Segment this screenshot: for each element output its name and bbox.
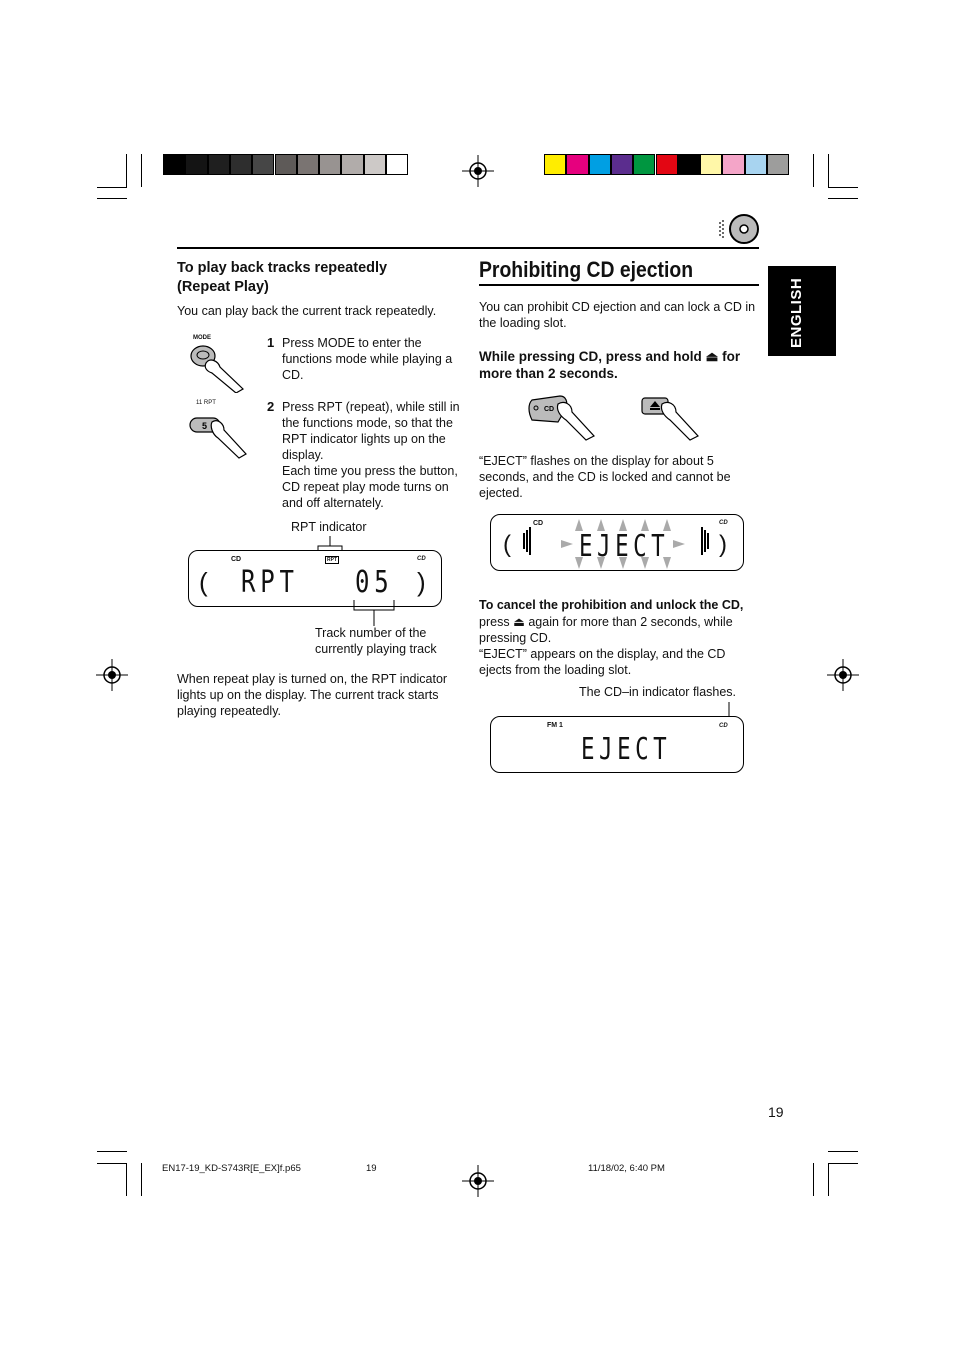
crop-mark: [813, 154, 814, 187]
registration-target-icon: [827, 659, 859, 691]
crop-mark: [97, 187, 127, 188]
crop-mark: [141, 154, 142, 187]
gray-swatch: [208, 154, 230, 175]
color-swatch: [700, 154, 722, 175]
gray-swatch: [275, 154, 297, 175]
color-swatch: [633, 154, 655, 175]
finger-press-cd-icon: [528, 392, 600, 442]
repeat-intro: You can play back the current track repeatedly.: [177, 304, 437, 318]
finger-press-eject-icon: [640, 392, 704, 442]
cd-in-indicator: CD: [719, 723, 728, 729]
footer-filename: EN17-19_KD-S743R[E_EX]f.p65: [162, 1163, 301, 1174]
finger-press-mode-icon: [188, 343, 248, 393]
language-tab: [768, 266, 836, 356]
finger-press-rpt-icon: [188, 410, 250, 460]
gray-swatch: [230, 154, 252, 175]
cancel-heading: To cancel the prohibition and unlock the CD,: [479, 598, 744, 612]
crop-mark: [828, 198, 858, 199]
lcd-left-arrow-icon: (: [503, 531, 511, 558]
lcd-main-text: RPT: [241, 565, 299, 600]
step-2-text: Press RPT (repeat), while still in the functions mode, so that the RPT indicator lights up on the display.: [282, 400, 460, 462]
source-indicator: CD: [231, 556, 242, 563]
cancel-text-part: again for more than 2 seconds, while pressing CD.: [479, 615, 733, 645]
callout-bracket: [350, 600, 400, 628]
cd-button-label: CD: [544, 406, 555, 413]
instruction-text: for more than 2 seconds.: [479, 349, 741, 381]
crop-mark: [828, 1163, 829, 1196]
crop-mark: [126, 1163, 127, 1196]
rpt-indicator: RPT: [327, 557, 337, 563]
lcd-track-number: 05: [355, 565, 394, 600]
eject-flash-text: “EJECT” flashes on the display for about 5 seconds, and the CD is locked and cannot be ejected.: [479, 454, 731, 500]
registration-target-icon: [462, 1165, 494, 1197]
repeat-outro: When repeat play is turned on, the RPT indicator lights up on the display. The current track starts playing repeatedly.: [177, 672, 448, 718]
lcd-display-eject-flash: [490, 514, 744, 571]
gray-swatch: [297, 154, 319, 175]
crop-mark: [141, 1163, 142, 1196]
title-underline: [479, 284, 759, 286]
level-meter-icon: [699, 523, 711, 559]
source-indicator: FM 1: [547, 722, 563, 729]
lcd-right-arrow-icon: ): [417, 567, 426, 597]
cancel-text-2: “EJECT” appears on the display, and the CD ejects from the loading slot.: [479, 647, 726, 677]
registration-target-icon: [462, 155, 494, 187]
cancel-text: [479, 614, 754, 646]
step-1-text: Press MODE to enter the functions mode while playing a CD.: [282, 336, 453, 382]
color-swatch: [745, 154, 767, 175]
lcd-main-text: EJECT: [579, 529, 670, 564]
cd-in-caption: The CD–in indicator flashes.: [579, 685, 737, 699]
gray-swatch: [364, 154, 386, 175]
crop-mark: [126, 154, 127, 187]
section-title-prohibit: Prohibiting CD ejection: [479, 257, 694, 282]
gray-swatch: [185, 154, 207, 175]
language-tab-label: ENGLISH: [788, 277, 805, 348]
color-swatch: [678, 154, 700, 175]
gray-swatch: [319, 154, 341, 175]
eject-icon: ⏏: [513, 615, 525, 629]
rpt-indicator-caption: RPT indicator: [291, 520, 367, 534]
instruction-text: While pressing CD, press and hold: [479, 349, 702, 364]
registration-target-icon: [96, 659, 128, 691]
crop-mark: [97, 1151, 127, 1152]
cd-disc-icon: [716, 213, 760, 245]
lcd-display-rpt: [188, 550, 442, 607]
section-title-line: (Repeat Play): [177, 279, 269, 295]
color-swatch: [656, 154, 678, 175]
color-swatch: [722, 154, 744, 175]
mode-button-label: MODE: [193, 335, 211, 341]
page-number: 19: [768, 1104, 784, 1120]
level-meter-icon: [521, 523, 533, 559]
top-rule: [177, 247, 759, 249]
lcd-left-arrow-icon: (: [199, 567, 208, 597]
step-2-note: Each time you press the button, CD repeat play mode turns on and off alternately.: [282, 464, 458, 510]
gray-swatch: [163, 154, 185, 175]
color-swatch: [767, 154, 789, 175]
color-swatch: [544, 154, 566, 175]
lcd-display-eject: [490, 716, 744, 773]
instruction-heading: [479, 348, 763, 382]
source-indicator: CD: [533, 520, 544, 527]
color-swatch: [611, 154, 633, 175]
cd-in-indicator: CD: [417, 556, 426, 562]
step-number: 2: [267, 399, 275, 414]
rpt-button-key: 5: [202, 421, 208, 431]
crop-mark: [828, 1151, 858, 1152]
rpt-button-label: 11 RPT: [196, 400, 216, 406]
crop-mark: [813, 1163, 814, 1196]
gray-swatch: [386, 154, 408, 175]
crop-mark: [97, 198, 127, 199]
crop-mark: [828, 1163, 858, 1164]
cd-in-indicator: CD: [719, 520, 728, 526]
footer-page: 19: [366, 1163, 377, 1174]
eject-icon: ⏏: [705, 349, 719, 364]
lcd-main-text: EJECT: [581, 732, 672, 767]
cancel-text-part: press: [479, 615, 510, 629]
gray-swatch: [252, 154, 274, 175]
crop-mark: [828, 154, 829, 187]
section-title-repeat-play: [177, 259, 387, 297]
lcd-right-arrow-icon: ): [719, 531, 727, 558]
color-swatch: [566, 154, 588, 175]
section-title-line: To play back tracks repeatedly: [177, 260, 388, 276]
gray-swatch: [341, 154, 363, 175]
step-number: 1: [267, 335, 275, 350]
prohibit-intro: You can prohibit CD ejection and can lock a CD in the loading slot.: [479, 300, 756, 330]
crop-mark: [828, 187, 858, 188]
color-swatch: [589, 154, 611, 175]
track-number-caption: Track number of the currently playing track: [315, 626, 437, 656]
crop-mark: [97, 1163, 127, 1164]
footer-datetime: 11/18/02, 6:40 PM: [588, 1163, 665, 1174]
